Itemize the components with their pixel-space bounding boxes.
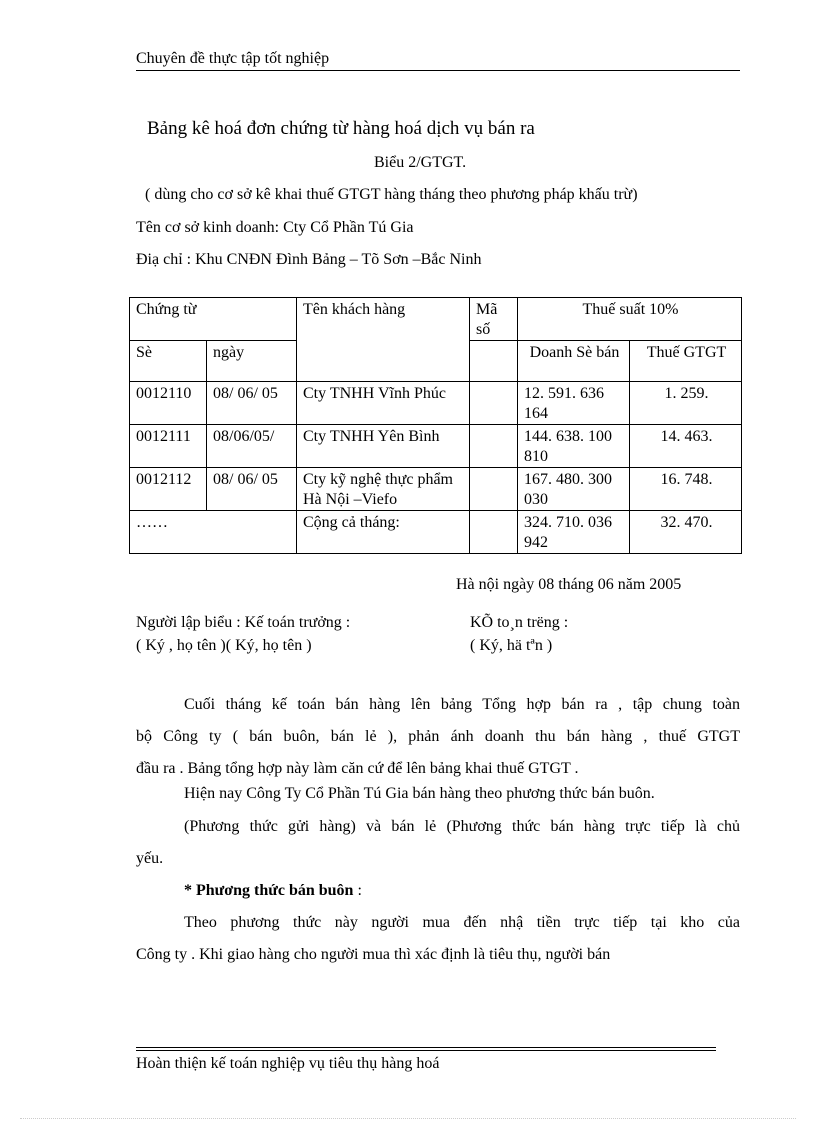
header-ngay: ngày (207, 341, 297, 382)
header-rule (136, 70, 740, 71)
cell-total-ellipsis: …… (130, 511, 297, 554)
cell-customer: Cty TNHH Vĩnh Phúc (297, 382, 470, 425)
header-thue: Thuế GTGT (630, 341, 742, 382)
paragraph-line: đầu ra . Bảng tổng hợp này làm căn cứ để lên bảng khai thuế GTGT . (136, 760, 579, 777)
cell-ma (470, 382, 518, 425)
header-tax-rate: Thuế suất 10% (518, 298, 742, 341)
section-heading-wholesale (184, 882, 362, 900)
signature-left-title: Người lập biểu : Kế toán trưởng : (136, 614, 351, 631)
table-row (130, 382, 742, 425)
header-customer: Tên khách hàng (297, 298, 470, 382)
cell-total-doanhso: 324. 710. 036 942 (518, 511, 630, 554)
cell-ngay: 08/06/05/ (207, 425, 297, 468)
header-ma: Mã số (470, 298, 518, 341)
cell-customer: Cty kỹ nghệ thực phẩm Hà Nội –Viefo (297, 468, 470, 511)
doc-title: Bảng kê hoá đơn chứng từ hàng hoá dịch vụ bán ra (147, 118, 535, 139)
paragraph-line: bộ Công ty ( bán buôn, bán lẻ ), phản ánh doanh thu bán hàng , thuế GTGT (136, 728, 740, 745)
section-heading-text: * Phương thức bán buôn (184, 882, 354, 899)
table-row (130, 425, 742, 468)
paragraph-methods-cont: (Phương thức gửi hàng) và bán lẻ (Phương thức bán hàng trực tiếp là chủ (184, 818, 740, 835)
form-number: Biểu 2/GTGT. (374, 154, 467, 171)
cell-ngay: 08/ 06/ 05 (207, 468, 297, 511)
cell-total-thue: 32. 470. (630, 511, 742, 554)
cell-so: 0012112 (130, 468, 207, 511)
invoice-table (129, 297, 742, 554)
cell-so: 0012111 (130, 425, 207, 468)
paragraph-wholesale: Theo phương thức này người mua đến nhậ tiền trực tiếp tại kho của (184, 914, 740, 931)
footer-rule-top (136, 1047, 716, 1048)
signature-left-note: ( Ký , họ tên )( Ký, họ tên ) (136, 637, 312, 654)
cell-ma (470, 425, 518, 468)
paragraph-summary (136, 689, 740, 785)
cell-total-label: Cộng cả tháng: (297, 511, 470, 554)
form-note: ( dùng cho cơ sở kê khai thuế GTGT hàng tháng theo phương pháp khấu trừ) (145, 186, 638, 203)
paragraph-methods-end: yếu. (136, 850, 164, 867)
cell-ma (470, 468, 518, 511)
paragraph-wholesale-cont: Công ty . Khi giao hàng cho người mua thì xác định là tiêu thụ, người bán (136, 946, 611, 963)
cell-thue: 1. 259. (630, 382, 742, 425)
header-chungtu: Chứng từ (130, 298, 297, 341)
page-header-title: Chuyên đề thực tập tốt nghiệp (136, 50, 330, 67)
header-so: Sè (130, 341, 207, 382)
cell-doanhso: 167. 480. 300 030 (518, 468, 630, 511)
paragraph-methods: Hiện nay Công Ty Cổ Phần Tú Gia bán hàng theo phương thức bán buôn. (184, 785, 655, 802)
signature-right-title: KÕ to¸n trëng : (470, 614, 569, 631)
cell-total-ma (470, 511, 518, 554)
paragraph-line: Cuối tháng kế toán bán hàng lên bảng Tổng hợp bán ra , tập chung toàn (184, 696, 740, 713)
footer-rule-bottom (136, 1050, 716, 1051)
cell-customer: Cty TNHH Yên Bình (297, 425, 470, 468)
cell-thue: 14. 463. (630, 425, 742, 468)
header-doanhso: Doanh Sè bán (518, 341, 630, 382)
page-footer-title: Hoàn thiện kế toán nghiệp vụ tiêu thụ hàng hoá (136, 1055, 440, 1072)
cell-ngay: 08/ 06/ 05 (207, 382, 297, 425)
company-name: Tên cơ sở kinh doanh: Cty Cổ Phần Tú Gia (136, 219, 414, 236)
cell-thue: 16. 748. (630, 468, 742, 511)
cell-doanhso: 144. 638. 100 810 (518, 425, 630, 468)
page-edge-dotted-line (20, 1118, 796, 1119)
cell-doanhso: 12. 591. 636 164 (518, 382, 630, 425)
signature-right-note: ( Ký, hä tªn ) (470, 637, 553, 654)
date-line: Hà nội ngày 08 tháng 06 năm 2005 (456, 576, 682, 593)
section-heading-colon: : (353, 882, 362, 899)
table-total-row (130, 511, 742, 554)
company-address: Điạ chỉ : Khu CNĐN Đình Bảng – Tõ Sơn –Bắc Ninh (136, 251, 482, 268)
table-row (130, 468, 742, 511)
header-ma-empty (470, 341, 518, 382)
cell-so: 0012110 (130, 382, 207, 425)
